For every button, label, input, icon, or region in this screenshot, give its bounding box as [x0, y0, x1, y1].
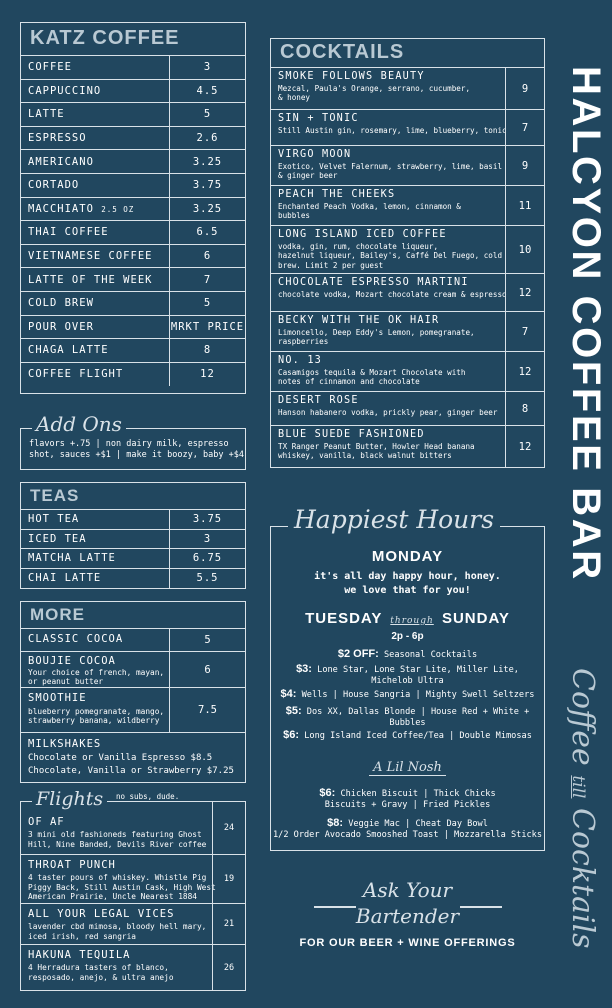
flight-desc: 4 taster pours of whiskey. Whistle Pig	[28, 873, 207, 882]
cocktail-desc: hazelnut liqueur, Bailey's, Caffé Del Fuego, cold	[278, 251, 503, 261]
coffee-price: 3.25	[170, 197, 246, 221]
deal-text: Wells | House Sangria | Mighty Swell Seltzers	[301, 690, 535, 700]
more-title: MORE	[30, 605, 85, 624]
nosh-row	[270, 788, 545, 811]
cocktail-desc: vodka, gin, rum, chocolate liqueur,	[278, 242, 439, 251]
cocktail-desc: Limoncello, Deep Eddy's Lemon, pomegranate,	[278, 328, 475, 337]
nosh-text-2: 1/2 Order Avocado Smooshed Toast | Mozzarella Sticks	[272, 830, 543, 840]
teas-section	[20, 482, 246, 589]
coffee-row	[21, 79, 245, 103]
monday-heading: MONDAY	[371, 548, 444, 565]
coffee-row	[21, 315, 245, 339]
tea-price: 6.75	[170, 549, 246, 569]
deal-text-2: Bubbles	[389, 718, 426, 728]
cocktail-name: CHOCOLATE ESPRESSO MARTINI	[278, 277, 469, 288]
tuesday-sunday-heading	[270, 610, 545, 627]
coffee-row	[21, 103, 245, 127]
flight-item	[21, 903, 245, 944]
coffee-price: 3.25	[170, 150, 246, 174]
bartender-text: Bartender	[355, 904, 460, 928]
cocktails-section	[270, 38, 545, 468]
coffee-name: COFFEE FLIGHT	[21, 362, 170, 386]
cocktail-item	[271, 425, 544, 467]
tea-name: HOT TEA	[21, 510, 170, 530]
through-label: through	[390, 616, 434, 626]
nosh-text: Chicken Biscuit | Thick Chicks	[340, 789, 496, 799]
coffee-row	[21, 221, 245, 245]
cocktail-name: BECKY WITH THE OK HAIR	[278, 315, 440, 326]
coffee-row	[21, 197, 245, 221]
coffee-name: AMERICANO	[21, 150, 170, 174]
flight-name: OF AF	[28, 816, 65, 828]
coffee-name: VIETNAMESE COFFEE	[21, 244, 170, 268]
milkshakes-item: MILKSHAKES Chocolate or Vanilla Espresso $8.5 Chocolate, Vanilla or Strawberry $7.25	[21, 732, 245, 782]
flights-section	[20, 801, 246, 991]
cocktail-item	[271, 225, 544, 273]
flight-price: 19	[212, 855, 245, 903]
brand-subtitle: Coffee till Cocktails	[565, 668, 600, 949]
deal-text: Dos XX, Dallas Blonde | House Red + White +	[306, 707, 530, 717]
cocktail-item	[271, 391, 544, 425]
coffee-name: LATTE OF THE WEEK	[21, 268, 170, 292]
nosh-title: A Lil Nosh	[270, 760, 545, 775]
cocktail-item	[271, 145, 544, 185]
coffee-row	[21, 268, 245, 292]
deal-price: $6:	[283, 729, 300, 741]
deal-price: $4:	[280, 688, 297, 700]
cocktail-price: 9	[505, 68, 544, 109]
flight-desc: 3 mini old fashioneds featuring Ghost	[28, 830, 202, 839]
flights-note: no subs, dude.	[116, 792, 180, 801]
cocktail-price: 7	[505, 312, 544, 351]
tea-row	[21, 529, 245, 549]
coffee-row	[21, 126, 245, 150]
coffee-name: THAI COFFEE	[21, 221, 170, 245]
coffee-row	[21, 56, 245, 80]
deal-price: $2 OFF:	[337, 648, 379, 660]
cocktail-item	[271, 311, 544, 351]
happy-hours-time: 2p - 6p	[391, 631, 424, 642]
cocktail-price: 9	[505, 146, 544, 185]
add-ons-title: Add Ons	[32, 412, 126, 436]
flight-item	[21, 944, 245, 990]
cocktail-desc: Still Austin gin, rosemary, lime, blueberry, tonic	[278, 126, 507, 135]
coffee-name: CORTADO	[21, 173, 170, 197]
nosh-row	[270, 818, 545, 841]
cocktail-desc: brew. Limit 2 per guest	[278, 260, 384, 270]
cocktail-name: BLUE SUEDE FASHIONED	[278, 429, 425, 440]
cocktail-name: SMOKE FOLLOWS BEAUTY	[278, 71, 425, 82]
cocktail-desc: notes of cinnamon and chocolate	[278, 377, 420, 387]
cocktail-desc: TX Ranger Peanut Butter, Howler Head banana	[278, 442, 475, 451]
add-ons-line-2: shot, sauces +$1 | make it boozy, baby +$4	[29, 450, 244, 460]
flight-desc: lavender cbd mimosa, bloody hell mary,	[28, 922, 207, 931]
coffee-row	[21, 173, 245, 197]
flight-name: HAKUNA TEQUILA	[28, 949, 131, 961]
cocktail-desc: & ginger beer	[278, 171, 338, 181]
coffee-name: ESPRESSO	[21, 126, 170, 150]
nosh-text: Veggie Mac | Cheat Day Bowl	[348, 819, 488, 829]
deal-text: Seasonal Cocktails	[384, 650, 478, 660]
flight-price: 26	[212, 945, 245, 990]
cocktail-price: 12	[505, 426, 544, 467]
cocktails-title: COCKTAILS	[280, 41, 405, 63]
deal-row	[270, 689, 545, 701]
cocktail-desc: raspberries	[278, 337, 329, 347]
more-section	[20, 601, 246, 783]
nosh-price: $8:	[327, 817, 343, 829]
katz-coffee-title: KATZ COFFEE	[30, 27, 180, 49]
coffee-name: LATTE	[21, 103, 170, 127]
flight-name: THROAT PUNCH	[28, 859, 116, 871]
cocktail-price: 8	[505, 392, 544, 425]
cocktail-name: DESERT ROSE	[278, 395, 359, 406]
coffee-name: MACCHIATO 2.5 OZ	[21, 197, 170, 221]
cocktail-item	[271, 273, 544, 311]
cocktail-price: 10	[505, 226, 544, 273]
cocktail-name: NO. 13	[278, 355, 323, 366]
tea-price: 5.5	[170, 568, 246, 588]
deal-row	[270, 706, 545, 729]
teas-title: TEAS	[30, 486, 80, 505]
flight-item	[21, 854, 245, 903]
sunday-label: SUNDAY	[441, 610, 510, 627]
deal-text: Lone Star, Lone Star Lite, Miller Lite,	[317, 665, 519, 675]
cocktail-desc: Casamigos tequila & Mozart Chocolate with	[278, 368, 466, 377]
cocktail-name: VIRGO MOON	[278, 149, 352, 160]
coffee-price: 5	[170, 103, 246, 127]
cocktail-desc: bubbles	[278, 211, 311, 221]
cocktail-item	[271, 185, 544, 225]
more-item: BOUJIE COCOA Your choice of french, mayan, or peanut butter 6	[21, 651, 245, 687]
tuesday-label: TUESDAY	[305, 610, 383, 627]
flight-price: 21	[212, 904, 245, 944]
tea-name: MATCHA LATTE	[21, 549, 170, 569]
ask-your-text: Ask Your	[362, 878, 453, 902]
coffee-name: CHAGA LATTE	[21, 339, 170, 363]
cocktail-item	[271, 67, 544, 109]
coffee-row	[21, 339, 245, 363]
cocktail-desc: chocolate vodka, Mozart chocolate cream & espresso	[278, 290, 507, 299]
tea-row	[21, 549, 245, 569]
tea-price: 3.75	[170, 510, 246, 530]
nosh-text-2: Biscuits + Gravy | Fried Pickles	[324, 800, 491, 810]
cocktail-desc: Hanson habanero vodka, prickly pear, ginger beer	[278, 408, 498, 417]
cocktail-item	[271, 109, 544, 145]
tea-row	[21, 510, 245, 530]
happiest-hours-title: Happiest Hours	[288, 505, 500, 534]
cocktail-price: 11	[505, 186, 544, 225]
deal-price: $5:	[285, 705, 302, 717]
cocktail-price: 12	[505, 352, 544, 391]
cocktail-price: 7	[505, 110, 544, 145]
brand-title: HALCYON COFFEE BAR	[564, 66, 608, 582]
flight-price: 24	[212, 802, 245, 854]
coffee-row	[21, 291, 245, 315]
monday-line-1: it's all day happy hour, honey.	[314, 571, 501, 582]
coffee-row	[21, 150, 245, 174]
flight-desc: American Prairie, Uncle Nearest 1884	[28, 892, 197, 901]
deal-row	[270, 649, 545, 661]
cocktail-name: LONG ISLAND ICED COFFEE	[278, 229, 447, 240]
coffee-price: 7	[170, 268, 246, 292]
deal-row	[270, 664, 545, 687]
coffee-name: COFFEE	[21, 56, 170, 80]
tea-name: ICED TEA	[21, 529, 170, 549]
coffee-name: CAPPUCCINO	[21, 79, 170, 103]
coffee-name: COLD BREW	[21, 291, 170, 315]
beer-wine-note: FOR OUR BEER + WINE OFFERINGS	[299, 937, 516, 949]
coffee-row	[21, 244, 245, 268]
nosh-price: $6:	[319, 787, 336, 799]
deal-text-2: Michelob Ultra	[371, 676, 444, 686]
add-ons-line-1: flavors +.75 | non dairy milk, espresso	[29, 439, 229, 449]
coffee-price: 3.75	[170, 173, 246, 197]
tea-name: CHAI LATTE	[21, 568, 170, 588]
monday-line-2: we love that for you!	[344, 585, 471, 596]
cocktail-item	[271, 351, 544, 391]
cocktail-desc: Enchanted Peach Vodka, lemon, cinnamon &	[278, 202, 461, 211]
coffee-price: 12	[170, 362, 246, 386]
coffee-price: 6.5	[170, 221, 246, 245]
more-item: SMOOTHIE blueberry pomegranate, mango, strawberry banana, wildberry 7.5	[21, 687, 245, 732]
cocktail-desc: whiskey, vanilla, black walnut bitters	[278, 451, 452, 461]
teas-table	[21, 509, 245, 588]
coffee-price: 3	[170, 56, 246, 80]
flight-desc: resposado, anejo, & ultra anejo	[28, 972, 174, 982]
coffee-price: 4.5	[170, 79, 246, 103]
flight-desc: iced irish, red sangria	[28, 931, 136, 941]
cocktail-price: 12	[505, 274, 544, 311]
cocktail-name: SIN + TONIC	[278, 113, 359, 124]
coffee-name: POUR OVER	[21, 315, 170, 339]
deal-text: Long Island Iced Coffee/Tea | Double Mimosas	[304, 731, 532, 741]
more-item: CLASSIC COCOA 5	[21, 628, 245, 651]
coffee-price: 6	[170, 244, 246, 268]
katz-coffee-table	[21, 55, 245, 386]
cocktail-name: PEACH THE CHEEKS	[278, 189, 396, 200]
flights-title: Flights	[32, 788, 107, 810]
tea-price: 3	[170, 529, 246, 549]
flight-name: ALL YOUR LEGAL VICES	[28, 908, 175, 920]
coffee-price: MRKT PRICE	[170, 315, 246, 339]
deal-price: $3:	[296, 663, 312, 675]
tea-row	[21, 568, 245, 588]
flight-desc: Hill, Nine Banded, Devils River coffee	[28, 839, 207, 849]
coffee-price: 8	[170, 339, 246, 363]
coffee-row	[21, 362, 245, 386]
coffee-price: 5	[170, 291, 246, 315]
cocktail-desc: Exotico, Velvet Falernum, strawberry, lime, basil	[278, 162, 503, 171]
katz-coffee-section	[20, 22, 246, 394]
flight-desc: 4 Herradura tasters of blanco,	[28, 963, 169, 972]
cocktail-desc: Mezcal, Paula's Orange, serrano, cucumber,	[278, 84, 471, 93]
coffee-note: 2.5 OZ	[101, 204, 135, 214]
flight-desc: Piggy Back, Still Austin Cask, High West	[28, 882, 216, 892]
coffee-price: 2.6	[170, 126, 246, 150]
cocktail-desc: & honey	[278, 93, 311, 103]
deal-row	[270, 730, 545, 742]
